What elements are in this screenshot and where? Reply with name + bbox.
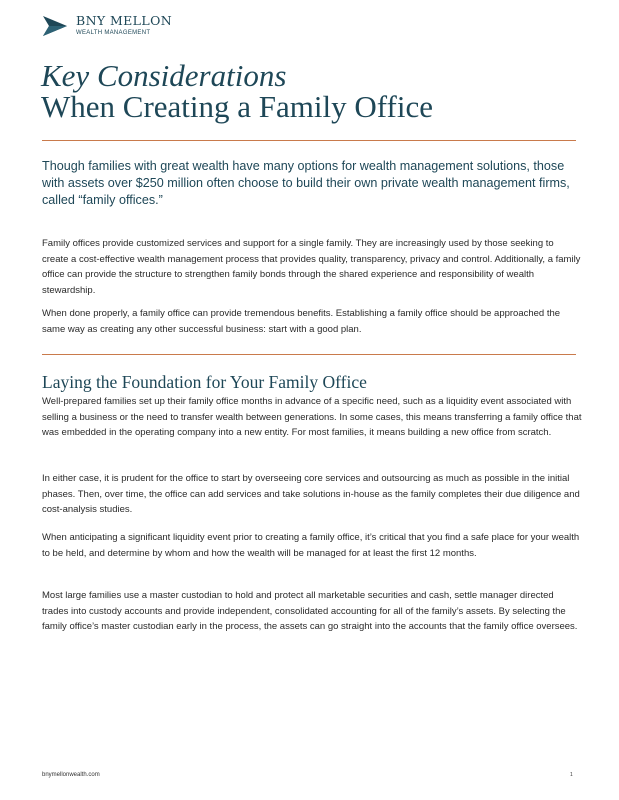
intro-text: Though families with great wealth have many options for wealth management solutions, those with assets over $250 million often choose to build their own private wealth management firms, called “family offices.” — [42, 159, 570, 207]
section-paragraph-1: Well-prepared families set up their family office months in advance of a specific need, such as a liquidity event associated with selling a business or the need to transfer wealth between generations. In some cases, this means transferring a family office that was embedded in the operating company into a new entity. For most families, it means building a new office from scratch. — [42, 396, 582, 438]
paragraph-2: When done properly, a family office can provide tremendous benefits. Establishing a family office should be approached the same way as creating any other successful business: start with a good plan. — [42, 308, 561, 335]
brand-name: BNY MELLON — [76, 13, 173, 28]
brand-logo — [43, 14, 172, 36]
section-paragraph-2: In either case, it is prudent for the office to start by overseeing core services and outsourcing as much as possible in the initial phases. Then, over time, the office can add services and take solutions in-house as the family completes their due diligence and cost-analysis studies. — [42, 473, 580, 515]
footer-website[interactable]: bnymellonwealth.com — [42, 772, 100, 778]
divider-section — [42, 354, 576, 355]
page-number: 1 — [570, 772, 573, 778]
title-line-1: Key Considerations — [41, 58, 287, 93]
section-paragraph-3: When anticipating a significant liquidity event prior to creating a family office, it’s critical that you find a safe place for your wealth to be held, and determine by whom and how the wealth will be managed for at least the first 12 months. — [42, 532, 580, 559]
page-title — [41, 60, 433, 122]
section-paragraph-4: Most large families use a master custodian to hold and protect all marketable securities and cash, settle manager directed trades into custody accounts and provide independent, consolidated accounting for all of the family’s assets. By selecting the family office’s master custodian early in the process, the assets can go straight into the accounts that the family office oversees. — [42, 590, 578, 632]
brand-subtitle: WEALTH MANAGEMENT — [76, 30, 151, 36]
section-heading: Laying the Foundation for Your Family Office — [42, 372, 367, 392]
paragraph-1: Family offices provide customized services and support for a single family. They are increasingly used by those seeking to create a cost-effective wealth management process that provides quality, transparency, privacy and control. Additionally, a family office can provide the structure to strengthen family bonds through the shared experience and responsibility of wealth stewardship. — [42, 238, 581, 296]
arrow-chevron-logo-icon — [43, 16, 67, 36]
title-line-2: When Creating a Family Office — [41, 89, 433, 124]
divider-top — [42, 140, 576, 141]
